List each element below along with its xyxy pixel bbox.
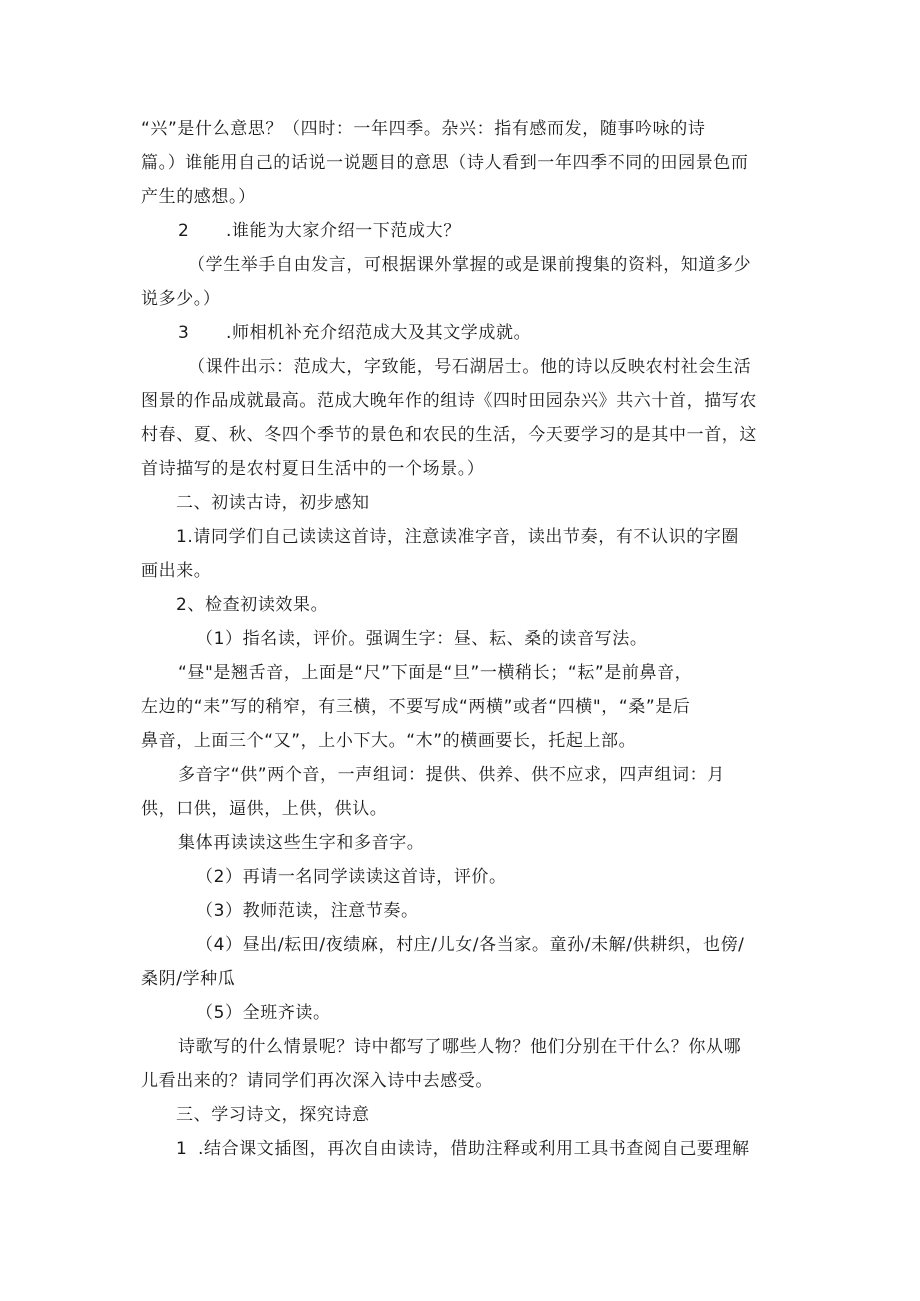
sub-item: （5）全班齐读。 xyxy=(196,1003,331,1023)
section-heading: 三、学习诗文，探究诗意 xyxy=(176,1105,370,1125)
paragraph-line: “昼"是翘舌音，上面是“尺”下面是“旦”一横稍长；“耘”是前鼻音， xyxy=(178,663,693,683)
paragraph-line: 画出来。 xyxy=(141,561,212,581)
item-number: 2 xyxy=(178,221,190,241)
numbered-item-3 xyxy=(178,321,828,345)
paragraph-line: （课件出示：范成大，字致能，号石湖居士。他的诗以反映农村社会生活 xyxy=(188,357,752,377)
item-text: .谁能为大家介绍一下范成大？ xyxy=(226,221,461,241)
sub-item: （3）教师范读，注意节奏。 xyxy=(196,901,419,921)
paragraph-line: 儿看出来的？请同学们再次深入诗中去感受。 xyxy=(141,1071,493,1091)
item-text: .结合课文插图，再次自由读诗，借助注释或利用工具书查阅自己要理解 xyxy=(198,1139,750,1159)
paragraph-line: 集体再读读这些生字和多音字。 xyxy=(178,833,425,853)
paragraph-line: 左边的“耒”写的稍窄，有三横，不要写成“两横”或者“四横"，“桑”是后 xyxy=(141,697,691,717)
sub-item: （2）再请一名同学读读这首诗，评价。 xyxy=(196,867,507,887)
paragraph-line: 桑阴/学种瓜 xyxy=(141,969,236,989)
paragraph-line: 首诗描写的是农村夏日生活中的一个场景。） xyxy=(141,459,485,479)
sub-item: （1）指名读，评价。强调生字：昼、耘、桑的读音写法。 xyxy=(196,629,648,649)
paragraph-line: 供，口供，逼供，上供，供认。 xyxy=(141,799,388,819)
paragraph-line: 诗歌写的什么情景呢？诗中都写了哪些人物？他们分别在干什么？你从哪 xyxy=(178,1037,742,1057)
numbered-item-2 xyxy=(178,219,828,243)
paragraph-line: 2、检查初读效果。 xyxy=(176,595,329,615)
paragraph-line: 鼻音，上面三个“又”，上小下大。“木”的横画要长，托起上部。 xyxy=(141,731,637,751)
item-number: 3 xyxy=(178,323,190,343)
paragraph-line: 图景的作品成就最高。范成大晚年作的组诗《四时田园杂兴》共六十首，描写农 xyxy=(141,391,757,411)
paragraph-line: 1.请同学们自己读读这首诗，注意读准字音，读出节奏，有不认识的字圈 xyxy=(176,527,740,547)
item-text: .师相机补充介绍范成大及其文学成就。 xyxy=(226,323,532,343)
item-number: 1 xyxy=(176,1139,188,1159)
paragraph-line: 说多少。） xyxy=(141,289,221,309)
sub-item: （4）昼出/耘田/夜绩麻，村庄/儿女/各当家。童孙/未解/供耕织，也傍/ xyxy=(196,935,745,955)
paragraph-line: 篇。）谁能用自己的话说一说题目的意思（诗人看到一年四季不同的田园景色而 xyxy=(141,153,749,173)
numbered-item-1 xyxy=(176,1137,826,1161)
paragraph-line: 产生的感想。） xyxy=(141,187,256,207)
paragraph-line: “兴”是什么意思？（四时：一年四季。杂兴：指有感而发，随事吟咏的诗 xyxy=(141,119,706,139)
paragraph-line: （学生举手自由发言，可根据课外掌握的或是课前搜集的资料，知道多少 xyxy=(188,255,752,275)
paragraph-line: 村春、夏、秋、冬四个季节的景色和农民的生活，今天要学习的是其中一首，这 xyxy=(141,425,757,445)
section-heading: 二、初读古诗，初步感知 xyxy=(176,493,370,513)
paragraph-line: 多音字“供”两个音，一声组词：提供、供养、供不应求，四声组词：月 xyxy=(178,765,725,785)
